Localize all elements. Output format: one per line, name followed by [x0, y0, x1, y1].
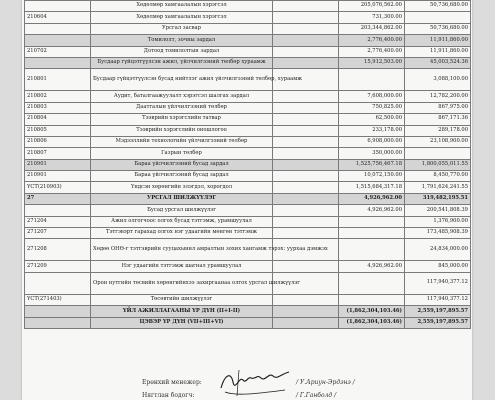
- row-code: 210807: [25, 148, 91, 159]
- row-description: Урсгал засвар: [91, 23, 273, 34]
- row-value-current: 203,344,862.00: [339, 23, 405, 34]
- row-value-note: [273, 159, 339, 170]
- row-value-previous: [405, 12, 471, 23]
- table-row: [25, 294, 471, 305]
- table-row: [25, 317, 471, 328]
- row-value-current: [339, 272, 405, 294]
- row-value-previous: 200,541,808.39: [405, 205, 471, 216]
- row-description: Дотоод томилолтын зардал: [91, 46, 273, 57]
- row-value-previous: 117,940,377.12: [405, 294, 471, 305]
- row-value-current: 731,300.00: [339, 12, 405, 23]
- table-row: [25, 148, 471, 159]
- row-value-previous: 23,108,900.00: [405, 136, 471, 147]
- table-row: [25, 239, 471, 261]
- row-value-previous: 11,911,860.00: [405, 35, 471, 46]
- row-value-note: [273, 171, 339, 182]
- row-value-note: [273, 125, 339, 136]
- row-value-current: (1,862,304,103.46): [339, 306, 405, 317]
- bookkeeper-name: / Г.Ганболд /: [296, 392, 337, 399]
- row-code: [25, 1, 91, 12]
- row-description: Бараа үйлчилгээний бусад зардал: [91, 159, 273, 170]
- row-description: ҮЙЛ АЖИЛЛАГААНЫ ҮР ДҮН (II+I-II): [91, 306, 273, 317]
- row-value-note: [273, 57, 339, 68]
- row-value-note: [273, 294, 339, 305]
- table-row: [25, 159, 471, 170]
- row-code: [25, 23, 91, 34]
- row-description: Хөдөлмөр хамгаалалын хэрэгсэл: [91, 1, 273, 12]
- table-row: [25, 272, 471, 294]
- row-description: Мэдээллийн технологийн үйлчилгээний төлбөр: [91, 136, 273, 147]
- row-description: Бусад урсгал шилжүүлэг: [91, 205, 273, 216]
- row-code: ҮСТ(210903): [25, 182, 91, 193]
- row-value-current: 7,608,000.00: [339, 91, 405, 102]
- row-value-note: [273, 1, 339, 12]
- row-value-current: 10,072,150.00: [339, 171, 405, 182]
- row-code: 210901: [25, 159, 91, 170]
- row-value-previous: 2,559,197,895.57: [405, 317, 471, 328]
- row-value-previous: 12,782,200.00: [405, 91, 471, 102]
- row-code: [25, 272, 91, 294]
- row-value-note: [273, 228, 339, 239]
- row-code: 210801: [25, 69, 91, 91]
- row-value-current: 233,178.00: [339, 125, 405, 136]
- bookkeeper-label: Нягтлан бодогч:: [142, 392, 195, 399]
- row-code: [25, 306, 91, 317]
- row-value-note: [273, 193, 339, 204]
- row-description: Даатгалын үйлчилгээний төлбөр: [91, 102, 273, 113]
- row-description: ЦЭВЭР ҮР ДҮН (VII+III+VI): [91, 317, 273, 328]
- row-value-note: [273, 91, 339, 102]
- table-row: [25, 193, 471, 204]
- row-code: ҮСТ(271403): [25, 294, 91, 305]
- table-row: [25, 23, 471, 34]
- table-row: [25, 69, 471, 91]
- table-row: [25, 216, 471, 227]
- row-value-current: [339, 239, 405, 261]
- row-description: Томилолт, зочны зардал: [91, 35, 273, 46]
- row-value-current: [339, 294, 405, 305]
- row-value-current: [339, 228, 405, 239]
- row-description: Тээврийн хэрэгслийн оношлогоо: [91, 125, 273, 136]
- row-value-note: [273, 182, 339, 193]
- row-value-current: 6,908,000.00: [339, 136, 405, 147]
- general-manager-label: Ерөнхий менежер:: [142, 379, 202, 386]
- table-row: [25, 46, 471, 57]
- table-row: [25, 182, 471, 193]
- row-value-previous: 867,975.00: [405, 102, 471, 113]
- row-value-previous: 289,178.00: [405, 125, 471, 136]
- row-description: Тэтгэвэрт гарахад олгох нэг удаагийн мөнгөн тэтгэмж: [91, 228, 273, 239]
- row-value-previous: 845,000.00: [405, 261, 471, 272]
- row-code: 271209: [25, 261, 91, 272]
- table-row: [25, 114, 471, 125]
- row-value-current: 62,500.00: [339, 114, 405, 125]
- row-value-current: [339, 69, 405, 91]
- row-value-current: 205,076,562.00: [339, 1, 405, 12]
- row-description: Нэг удаагийн тэтгэмж шагнал урамшуулал: [91, 261, 273, 272]
- row-value-note: [273, 216, 339, 227]
- row-value-current: 350,000.00: [339, 148, 405, 159]
- row-value-previous: 3,088,100.00: [405, 69, 471, 91]
- row-description: Аудит, баталгаажуулалт хэрэгсэл шалгах зардал: [91, 91, 273, 102]
- table-row: [25, 136, 471, 147]
- row-value-current: 4,926,962.00: [339, 205, 405, 216]
- row-value-note: [273, 261, 339, 272]
- table-row: [25, 228, 471, 239]
- row-value-note: [273, 46, 339, 57]
- table-row: [25, 1, 471, 12]
- table-row: [25, 261, 471, 272]
- row-value-current: 2,776,400.00: [339, 35, 405, 46]
- row-value-previous: 117,940,377.12: [405, 272, 471, 294]
- row-value-note: [273, 148, 339, 159]
- row-code: [25, 57, 91, 68]
- row-value-previous: 45,003,524.36: [405, 57, 471, 68]
- row-value-previous: 319,482,195.51: [405, 193, 471, 204]
- row-code: 210802: [25, 91, 91, 102]
- row-description: Орон нутгийн төсвийн хөрөнгийнхээ захиргаанаа олгох урсгал шилжүүлэг: [91, 272, 273, 294]
- row-code: 210901: [25, 171, 91, 182]
- table-row: [25, 12, 471, 23]
- row-description: Бараа үйлчилгээний бусад зардал: [91, 171, 273, 182]
- general-manager-name: / У.Ариун-Эрдэнэ /: [296, 379, 355, 386]
- row-value-previous: 867,171.36: [405, 114, 471, 125]
- row-code: [25, 317, 91, 328]
- row-code: 271204: [25, 216, 91, 227]
- row-value-previous: 1,800,055,011.55: [405, 159, 471, 170]
- table-row: [25, 205, 471, 216]
- row-code: 271207: [25, 228, 91, 239]
- row-description: Хөдөлмөр хамгаалалын хэрэгсэл: [91, 12, 273, 23]
- row-description: Үндсэн хөрөнгийн элэгдэл, хорогдол: [91, 182, 273, 193]
- row-description: Газрын төлбөр: [91, 148, 273, 159]
- row-value-note: [273, 114, 339, 125]
- row-description: Бусдаар гүйцэтгүүлсэн бусад нийтлэг ажил үйлчилгээний төлбөр, хураамж: [91, 69, 273, 91]
- row-value-previous: 1,791,624,241.55: [405, 182, 471, 193]
- row-description: Хөдөө ОНӨ-г тэтгэврийн сууцахыннл амралтын зохих хангамж тэрэх: уурхаа дэмжэх: [91, 239, 273, 261]
- row-value-note: [273, 12, 339, 23]
- row-description: Төсөвтийн шилжүүлэг: [91, 294, 273, 305]
- row-value-previous: 2,559,197,895.57: [405, 306, 471, 317]
- row-code: 210604: [25, 12, 91, 23]
- row-code: [25, 35, 91, 46]
- row-code: 210702: [25, 46, 91, 57]
- row-value-current: 4,926,962.00: [339, 261, 405, 272]
- row-description: Бусдаар гүйцэтгүүлсэн ажил, үйлчилгээний төлбөр хураамж: [91, 57, 273, 68]
- row-value-current: 1,515,684,317.18: [339, 182, 405, 193]
- row-value-previous: 11,911,860.00: [405, 46, 471, 57]
- financial-statement-table: [24, 0, 471, 329]
- table-row: [25, 35, 471, 46]
- table-row: [25, 306, 471, 317]
- row-code: 271208: [25, 239, 91, 261]
- row-description: УРСГАЛ ШИЛЖҮҮЛЭГ: [91, 193, 273, 204]
- row-value-current: 1,525,756,467.18: [339, 159, 405, 170]
- row-value-current: [339, 216, 405, 227]
- row-value-previous: [405, 148, 471, 159]
- row-value-note: [273, 317, 339, 328]
- row-value-note: [273, 35, 339, 46]
- row-value-note: [273, 23, 339, 34]
- row-value-previous: 24,834,000.00: [405, 239, 471, 261]
- row-value-current: (1,862,304,103.46): [339, 317, 405, 328]
- row-code: 210803: [25, 102, 91, 113]
- table-row: [25, 125, 471, 136]
- row-value-note: [273, 136, 339, 147]
- row-value-previous: 173,485,908.39: [405, 228, 471, 239]
- row-code: 210806: [25, 136, 91, 147]
- table-row: [25, 171, 471, 182]
- table-row: [25, 57, 471, 68]
- row-value-note: [273, 205, 339, 216]
- row-value-previous: 1,376,900.00: [405, 216, 471, 227]
- row-value-previous: 50,736,680.00: [405, 23, 471, 34]
- row-code: 27: [25, 193, 91, 204]
- row-value-previous: 50,736,680.00: [405, 1, 471, 12]
- row-description: Тээврийн хэрэгслийн татвар: [91, 114, 273, 125]
- row-value-current: 4,926,962.00: [339, 193, 405, 204]
- row-value-note: [273, 102, 339, 113]
- row-value-current: 750,825.00: [339, 102, 405, 113]
- row-value-current: 2,776,400.00: [339, 46, 405, 57]
- row-description: Ажил олгогчоос олгох бусад тэтгэмж, урамшуулал: [91, 216, 273, 227]
- row-code: 210805: [25, 125, 91, 136]
- row-value-previous: 8,450,770.00: [405, 171, 471, 182]
- row-value-current: 15,912,503.00: [339, 57, 405, 68]
- row-value-note: [273, 306, 339, 317]
- row-code: [25, 205, 91, 216]
- table-row: [25, 102, 471, 113]
- row-code: 210804: [25, 114, 91, 125]
- table-row: [25, 91, 471, 102]
